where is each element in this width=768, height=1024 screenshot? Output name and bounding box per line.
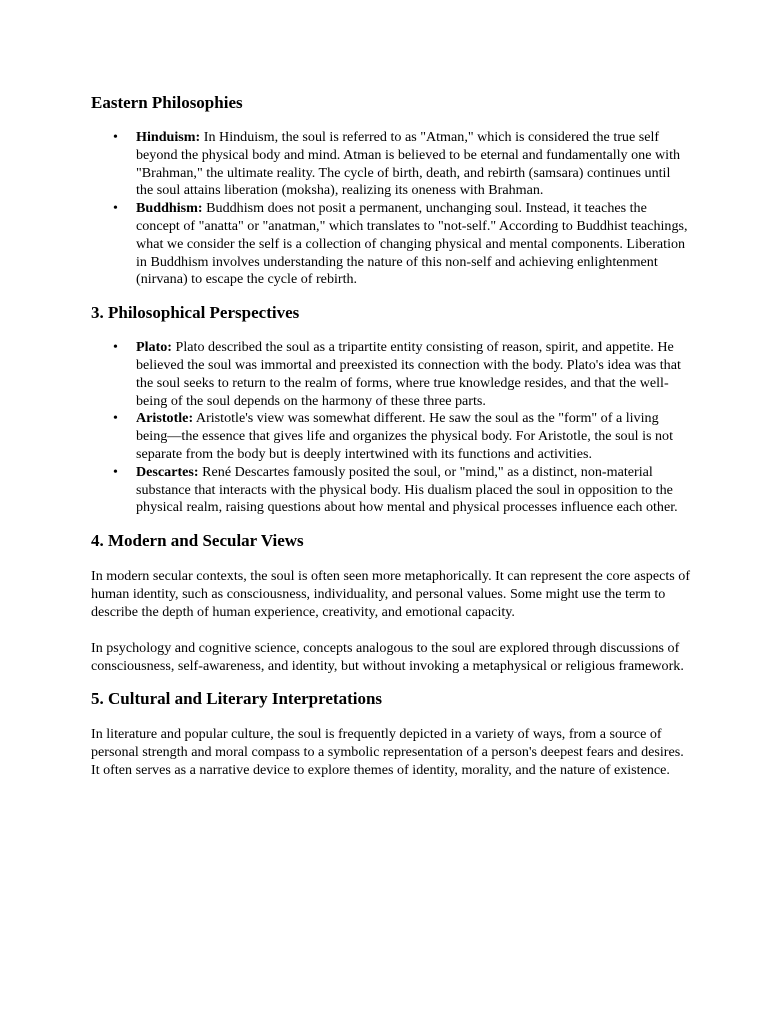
bullet-icon: • <box>113 130 118 145</box>
description-descartes: René Descartes famously posited the soul, or "mind," as a distinct, non-material substance that interacts with the physical body. His dualism placed the soul in opposition to the physical realm, raising questions about how mental and physical processes influence each other. <box>136 463 678 516</box>
section-heading-philosophical-perspectives: 3. Philosophical Perspectives <box>91 303 300 323</box>
list-item-plato <box>91 339 691 410</box>
section-heading-modern-secular-views: 4. Modern and Secular Views <box>91 531 304 551</box>
term-plato: Plato: <box>136 339 173 356</box>
list-item-descartes <box>91 464 691 517</box>
bullet-icon: • <box>113 411 118 427</box>
paragraph-modern-secular: In modern secular contexts, the soul is often seen more metaphorically. It can represent the core aspects of human identity, such as consciousness, individuality, and personal values. Some might use the term to describe the depth of human experience, creativity, and emotional capacity. <box>91 568 691 621</box>
description-buddhism: Buddhism does not posit a permanent, unchanging soul. Instead, it teaches the concept of "anatta" or "anatman," which translates to "not-self." According to Buddhist teachings, what we consider the self is a collection of changing physical and mental components. Liberation in Buddhism involves understanding the nature of this non-self and achieving enlightenment (nirvana) to escape the cycle of rebirth. <box>136 200 688 288</box>
list-item-hinduism <box>91 129 691 200</box>
philosophical-perspectives-list <box>91 339 691 517</box>
bullet-icon: • <box>113 464 118 480</box>
description-aristotle: Aristotle's view was somewhat different. He saw the soul as the "form" of a living being—the essence that gives life and organizes the physical body. For Aristotle, the soul is not separate from the body but is deeply intertwined with its functions and activities. <box>136 410 674 462</box>
description-hinduism: In Hinduism, the soul is referred to as "Atman," which is considered the true self beyond the physical body and mind. Atman is believed to be eternal and fundamentally one with "Brahman," the ultimate reality. The cycle of birth, death, and rebirth (samsara) continues until the soul attains liberation (moksha), realizing its oneness with Brahman. <box>136 129 681 199</box>
term-hinduism: Hinduism: <box>136 129 201 145</box>
list-item-buddhism <box>91 200 691 289</box>
term-aristotle: Aristotle: <box>136 410 194 427</box>
term-buddhism: Buddhism: <box>136 200 203 217</box>
eastern-philosophies-list <box>91 129 691 289</box>
document-page <box>91 92 691 779</box>
section-heading-eastern-philosophies: Eastern Philosophies <box>91 93 243 112</box>
term-descartes: Descartes: <box>136 463 199 480</box>
paragraph-literature: In literature and popular culture, the soul is frequently depicted in a variety of ways, from a source of personal strength and moral compass to a symbolic representation of a person's deepest fears and desires. It often serves as a narrative device to explore themes of identity, morality, and the nature of existence. <box>91 726 684 779</box>
section-heading-cultural-literary: 5. Cultural and Literary Interpretations <box>91 689 383 709</box>
bullet-icon: • <box>113 340 118 356</box>
list-item-aristotle <box>91 410 691 463</box>
description-plato: Plato described the soul as a tripartite entity consisting of reason, spirit, and appetite. He believed the soul was immortal and preexisted its connection with the body. Plato's idea was that the soul seeks to return to the realm of forms, where true knowledge resides, and that the well-being of the soul depends on the harmony of these three parts. <box>136 339 681 409</box>
bullet-icon: • <box>113 201 118 217</box>
paragraph-psychology: In psychology and cognitive science, concepts analogous to the soul are explored through discussions of consciousness, self-awareness, and identity, but without invoking a metaphysical or religious framework. <box>91 640 684 675</box>
